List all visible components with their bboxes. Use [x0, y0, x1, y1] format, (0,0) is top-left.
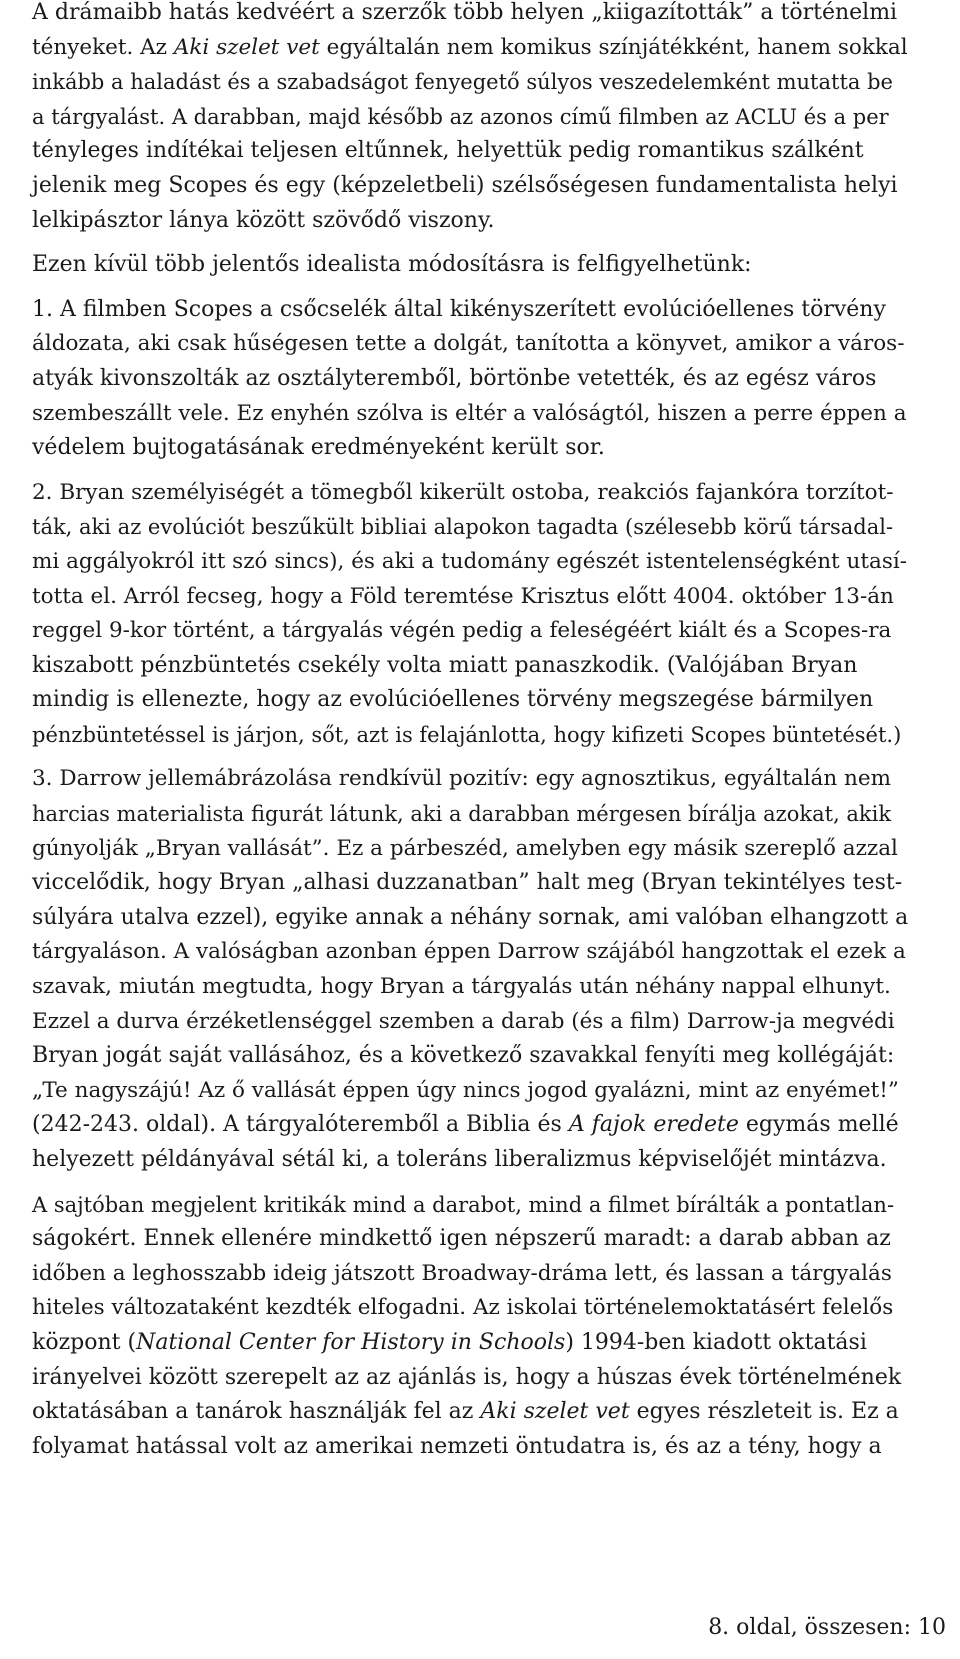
italic-title: A fajok eredete — [568, 1112, 739, 1138]
text-line: védelem bujtogatásának eredményeként került sor. — [32, 435, 605, 461]
paragraph-list-intro — [32, 248, 908, 283]
text-line: áldozata, aki csak hűségesen tette a dolgát, tanította a könyvet, amikor a város- — [32, 331, 905, 357]
text-line: atyák kivonszolták az osztályteremből, börtönbe vetették, és az egész város — [32, 365, 877, 391]
text-run: oktatásában a tanárok használják fel az — [32, 1399, 481, 1425]
paragraph-intro — [32, 0, 908, 238]
text-line: 1. A filmben Scopes a csőcselék által kikényszerített evolúcióellenes törvény — [32, 296, 886, 322]
text-line: a tárgyalást. A darabban, majd később az azonos című filmben az ACLU és a per — [32, 104, 889, 129]
text-line: szembeszállt vele. Ez enyhén szólva is eltér a valóságtól, hiszen a perre éppen a — [32, 400, 907, 426]
page-number-footer: 8. oldal, összesen: 10 — [708, 1615, 946, 1640]
text-run: központ ( — [32, 1329, 137, 1355]
paragraph-reception — [32, 1188, 908, 1465]
text-run: egymás mellé — [738, 1112, 899, 1138]
text-run: (242-243. oldal). A tárgyalóteremből a Biblia és — [32, 1112, 569, 1138]
text-line: gúnyolják „Bryan vallását”. Ez a párbeszéd, amelyben egy másik szereplő azzal — [32, 835, 898, 861]
text-line: kiszabott pénzbüntetés csekély volta miatt panaszkodik. (Valójában Bryan — [32, 652, 858, 678]
text-line: ták, aki az evolúciót beszűkült bibliai alapokon tagadta (szélesebb körű társadal- — [32, 515, 894, 540]
text-line — [32, 1395, 908, 1430]
text-line: ságokért. Ennek ellenére mindkettő igen népszerű maradt: a darab abban az — [32, 1226, 891, 1252]
text-line: időben a leghosszabb ideig játszott Broadway-dráma lett, és lassan a tárgyalás — [32, 1260, 892, 1286]
text-run: egyes részleteit is. Ez a — [629, 1399, 899, 1425]
text-line: lelkipásztor lánya között szövődő viszony. — [32, 207, 495, 233]
text-line: pénzbüntetéssel is járjon, sőt, azt is felajánlotta, hogy kifizeti Scopes büntetését.) — [32, 722, 902, 747]
text-line: „Te nagyszájú! Az ő vallását éppen úgy nincs jogod gyalázni, mint az enyémet!” — [32, 1077, 899, 1103]
text-line: reggel 9-kor történt, a tárgyalás végén pedig a feleségéért kiált és a Scopes-ra — [32, 618, 892, 644]
text-line: totta el. Arról fecseg, hogy a Föld teremtése Krisztus előtt 4004. október 13-án — [32, 583, 894, 609]
text-line: Bryan jogát saját vallásához, és a következő szavakkal fenyíti meg kollégáját: — [32, 1043, 895, 1069]
text-run: egyáltalán nem komikus színjátékként, hanem sokkal — [319, 34, 908, 60]
text-line — [32, 31, 908, 66]
text-line — [32, 1326, 908, 1361]
text-line: inkább a haladást és a szabadságot fenyegető súlyos veszedelemként mutatta be — [32, 70, 893, 95]
text-run: ) 1994-ben kiadott oktatási — [565, 1329, 867, 1355]
text-line: 3. Darrow jellemábrázolása rendkívül pozitív: egy agnosztikus, egyáltalán nem — [32, 766, 892, 792]
text-line: helyezett példányával sétál ki, a toleráns liberalizmus képviselőjét mintázva. — [32, 1147, 887, 1172]
text-line: folyamat hatással volt az amerikai nemzeti öntudatra is, és az a tény, hogy a — [32, 1433, 882, 1459]
text-line: mindig is ellenezte, hogy az evolúcióellenes törvény megszegése bármilyen — [32, 687, 874, 713]
text-run: tényeket. Az — [32, 34, 174, 60]
text-line: szavak, miután megtudta, hogy Bryan a tárgyalás után néhány nappal elhunyt. — [32, 974, 891, 1000]
text-line: tárgyaláson. A valóságban azonban éppen Darrow szájából hangzottak el ezek a — [32, 939, 906, 965]
italic-title: National Center for History in Schools — [136, 1329, 566, 1355]
text-line: súlyára utalva ezzel), egyike annak a néhány sornak, ami valóban elhangzott a — [32, 904, 909, 930]
text-line: A sajtóban megjelent kritikák mind a darabot, mind a filmet bírálták a pontatlan- — [32, 1192, 895, 1217]
paragraph-point-3 — [32, 762, 908, 1177]
text-line: A drámaibb hatás kedvéért a szerzők több helyen „kiigazították” a történelmi — [32, 0, 898, 25]
text-line: Ezzel a durva érzéketlenséggel szemben a darab (és a film) Darrow-ja megvédi — [32, 1008, 895, 1034]
text-line: irányelvei között szerepelt az az ajánlás is, hogy a húszas évek történelmének — [32, 1364, 902, 1390]
text-line: harcias materialista figurát látunk, aki a darabban mérgesen bírálja azokat, akik — [32, 802, 892, 827]
text-line: hiteles változataként kezdték elfogadni. Az iskolai történelemoktatásért felelős — [32, 1295, 894, 1321]
paragraph-point-2 — [32, 476, 908, 753]
italic-title: Aki szelet vet — [480, 1399, 630, 1425]
paragraph-point-1 — [32, 293, 908, 466]
text-line: viccelődik, hogy Bryan „alhasi duzzanatban” halt meg (Bryan tekintélyes test- — [32, 870, 903, 896]
text-line: mi aggályokról itt szó sincs), és aki a tudomány egészét istentelenségként utasí- — [32, 548, 908, 574]
text-line: jelenik meg Scopes és egy (képzeletbeli) szélsőségesen fundamentalista helyi — [32, 172, 898, 198]
text-line: Ezen kívül több jelentős idealista módosításra is felfigyelhetünk: — [32, 252, 752, 278]
italic-title: Aki szelet vet — [173, 34, 320, 60]
text-line: tényleges indítékai teljesen eltűnnek, helyettük pedig romantikus szálként — [32, 138, 864, 164]
text-line: 2. Bryan személyiségét a tömegből kikerült ostoba, reakciós fajankóra torzítot- — [32, 479, 894, 505]
text-line — [32, 1108, 908, 1143]
